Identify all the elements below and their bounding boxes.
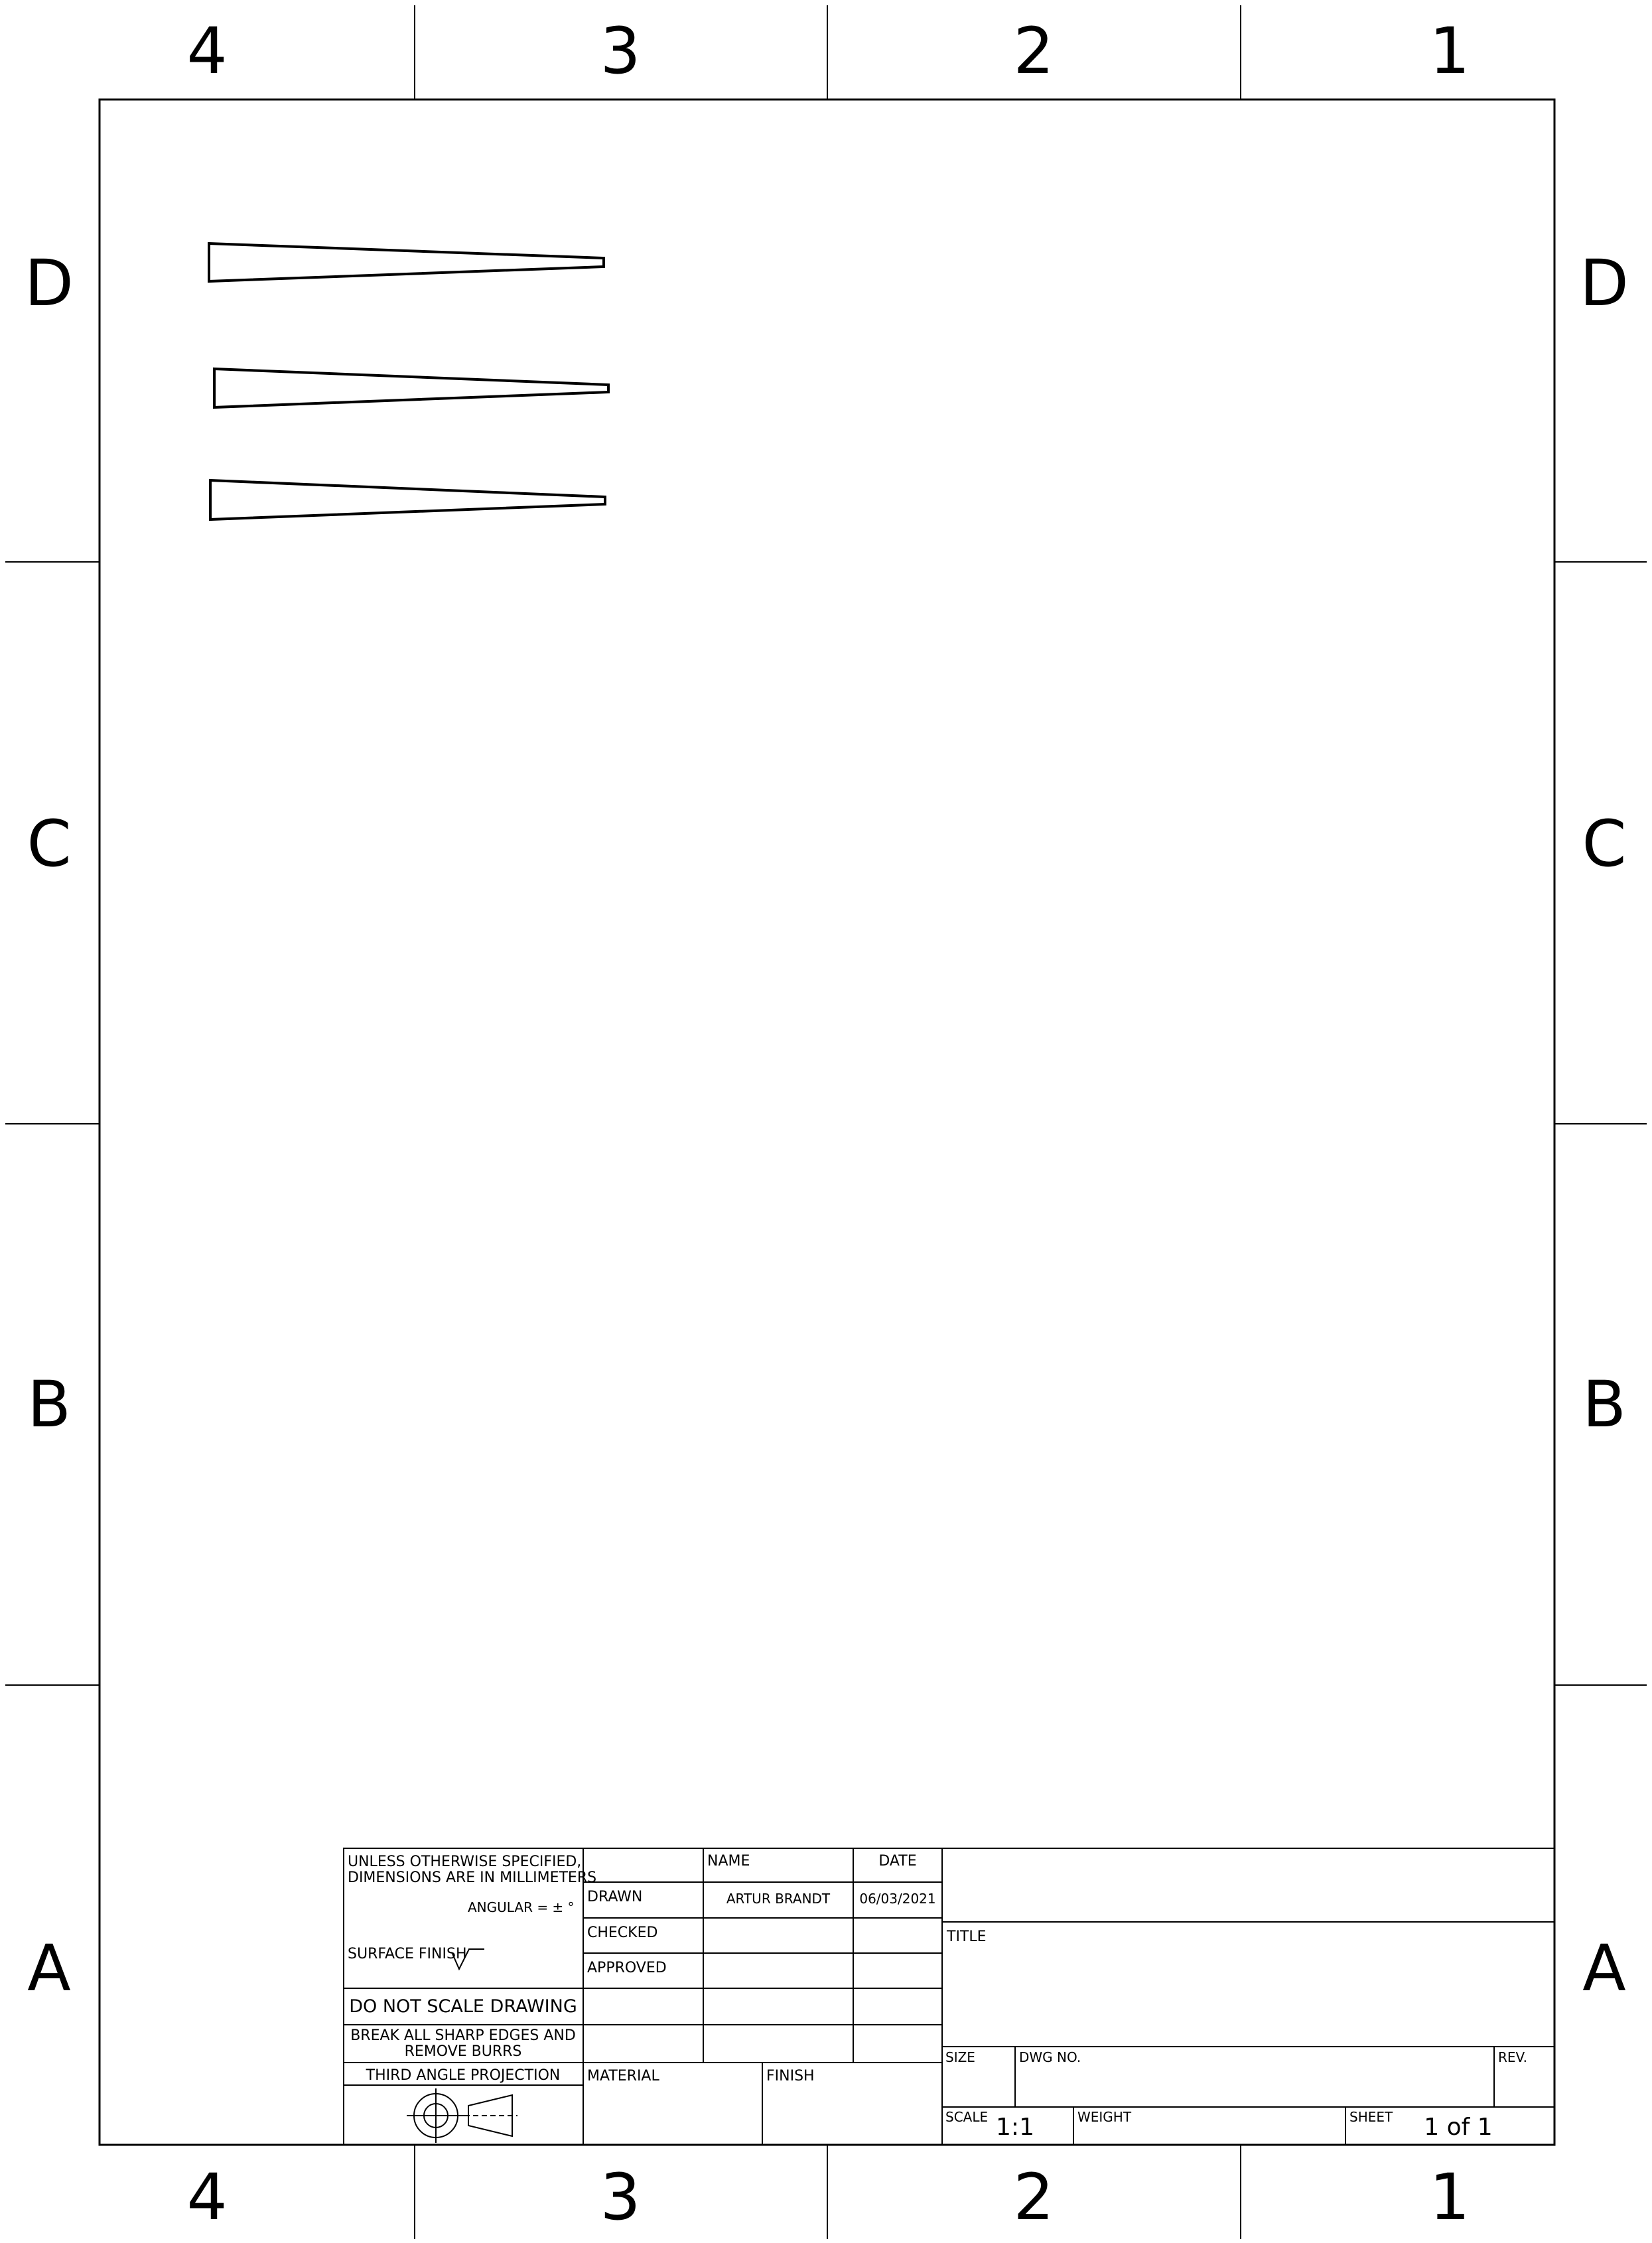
tolerance-note-line1: UNLESS OTHERWISE SPECIFIED, <box>348 1854 582 1870</box>
zone-row-left-1: D <box>25 246 74 320</box>
zone-col-top-2: 3 <box>600 14 641 88</box>
checked-label: CHECKED <box>587 1925 658 1941</box>
zone-col-bottom-1: 4 <box>186 2160 228 2234</box>
tolerance-note-line2: DIMENSIONS ARE IN MILLIMETERS <box>348 1869 597 1886</box>
sheet-label: SHEET <box>1349 2109 1393 2125</box>
name-column-header: NAME <box>707 1853 750 1869</box>
scale-value: 1:1 <box>996 2114 1034 2141</box>
zone-col-bottom-2: 3 <box>600 2160 641 2234</box>
sheet-value: 1 of 1 <box>1424 2114 1493 2141</box>
zone-col-bottom-4: 1 <box>1429 2160 1470 2234</box>
material-label: MATERIAL <box>587 2068 659 2084</box>
zone-row-left-4: A <box>27 1931 71 2005</box>
zone-col-top-1: 4 <box>186 14 228 88</box>
zone-row-left-3: B <box>27 1367 71 1442</box>
size-label: SIZE <box>945 2049 975 2065</box>
zone-row-right-1: D <box>1580 246 1629 320</box>
break-edges-line2: REMOVE BURRS <box>404 2043 522 2060</box>
zone-row-right-2: C <box>1582 807 1627 881</box>
do-not-scale-note: DO NOT SCALE DRAWING <box>349 1996 577 2017</box>
zone-row-left-2: C <box>27 807 72 881</box>
scale-label: SCALE <box>945 2109 989 2125</box>
drawn-label: DRAWN <box>587 1889 643 1905</box>
rev-label: REV. <box>1498 2049 1527 2065</box>
finish-label: FINISH <box>766 2068 815 2084</box>
weight-label: WEIGHT <box>1077 2109 1132 2125</box>
drawn-date: 06/03/2021 <box>859 1891 936 1907</box>
zone-row-right-4: A <box>1582 1931 1626 2005</box>
zone-col-bottom-3: 2 <box>1013 2160 1054 2234</box>
zone-col-top-4: 1 <box>1429 14 1470 88</box>
angular-tolerance: ANGULAR = ± ° <box>468 1899 575 1915</box>
break-edges-line1: BREAK ALL SHARP EDGES AND <box>350 2027 576 2044</box>
drawn-by-name: ARTUR BRANDT <box>726 1891 831 1907</box>
title-label: TITLE <box>947 1929 987 1945</box>
surface-finish-label: SURFACE FINISH <box>348 1946 467 1962</box>
dwg-no-label: DWG NO. <box>1019 2049 1081 2065</box>
zone-col-top-3: 2 <box>1013 14 1054 88</box>
approved-label: APPROVED <box>587 1960 667 1976</box>
projection-note: THIRD ANGLE PROJECTION <box>366 2067 561 2084</box>
zone-row-right-3: B <box>1582 1367 1626 1442</box>
date-column-header: DATE <box>878 1853 917 1869</box>
